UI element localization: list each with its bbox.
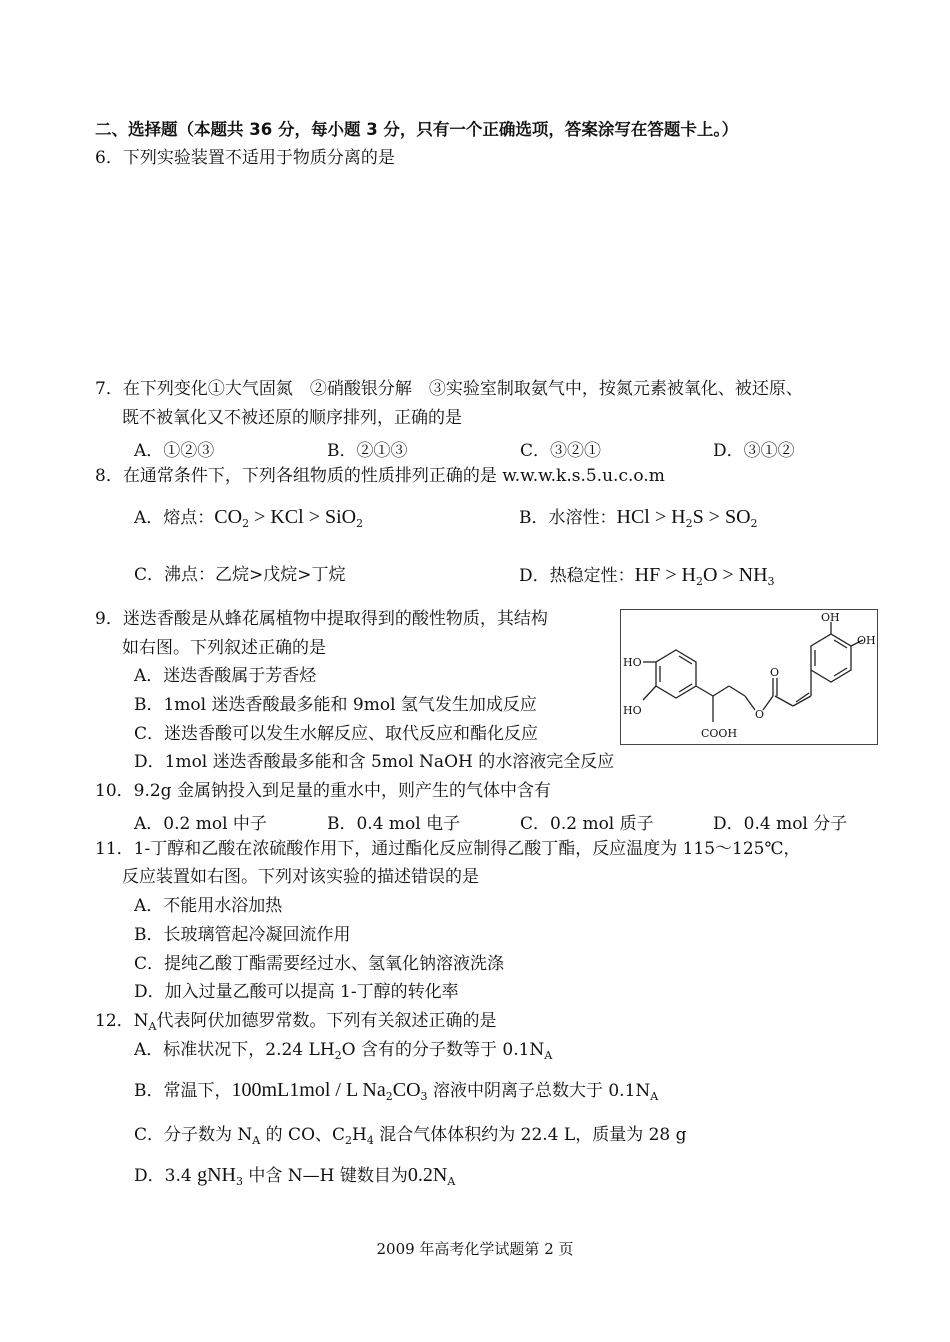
option-d: D．0.4 mol 分子	[713, 814, 848, 834]
question-12-option-b: B．常温下，100mL1mol / L $Na_2CO_3$ 溶液中阴离子总数大于 $0.1N_A$	[134, 1079, 659, 1103]
question-9-stem-line1: 9．迷迭香酸是从蜂花属植物中提取得到的酸性物质，其结构	[95, 609, 548, 629]
left-benzene-ring	[656, 650, 696, 698]
question-8-option-d: D．热稳定性：HF > $H_2O > NH_3$	[519, 564, 775, 588]
question-12-option-c: C．分子数为 $N_A$ 的 CO、$C_2H_4$ 混合气体体积约为 22.4 L，质量为 28 g	[134, 1125, 687, 1147]
question-11-option-a: A．不能用水浴加热	[134, 896, 283, 916]
label-cooh: COOH	[701, 727, 738, 740]
question-11-stem-line2: 反应装置如右图。下列对该实验的描述错误的是	[122, 867, 479, 887]
question-8-option-a: A．熔点：$CO_2$ > KCl > SiO$_2$	[134, 506, 364, 530]
option-b: B．②①③	[327, 441, 408, 461]
question-10-options	[134, 809, 906, 834]
right-benzene-ring	[811, 634, 851, 682]
label-ho-left-1: HO	[623, 656, 642, 669]
question-11-stem-line1: 11．1-丁醇和乙酸在浓硫酸作用下，通过酯化反应制得乙酸丁酯，反应温度为 115～125℃，	[95, 839, 801, 859]
question-6-stem: 6．下列实验装置不适用于物质分离的是	[95, 148, 395, 168]
question-10-stem: 10．9.2g 金属钠投入到足量的重水中，则产生的气体中含有	[95, 781, 551, 801]
question-12-option-d: D．3.4 gNH$_3$ 中含 N—H 键数目为$0.2N_A$	[134, 1164, 456, 1188]
question-11-option-b: B．长玻璃管起冷凝回流作用	[134, 925, 351, 945]
question-11-option-d: D．加入过量乙酸可以提高 1-丁醇的转化率	[134, 982, 459, 1002]
option-d: D．③①②	[713, 441, 795, 461]
question-8-option-c: C．沸点：乙烷>戊烷>丁烷	[134, 565, 346, 585]
question-9-stem-line2: 如右图。下列叙述正确的是	[122, 638, 326, 658]
question-8-option-b: B．水溶性：HCl > $H_2S > SO_2$	[519, 506, 758, 530]
label-ester-o: O	[755, 708, 765, 721]
question-9-option-d: D．1mol 迷迭香酸最多能和含 5mol NaOH 的水溶液完全反应	[134, 752, 615, 772]
question-9-option-a: A．迷迭香酸属于芳香烃	[134, 666, 317, 686]
section-title: 二、选择题（本题共 36 分，每小题 3 分，只有一个正确选项，答案涂写在答题卡上。）	[95, 120, 739, 139]
question-11-option-c: C．提纯乙酸丁酯需要经过水、氢氧化钠溶液洗涤	[134, 954, 505, 974]
option-c: C．0.2 mol 质子	[520, 814, 654, 834]
option-b: B．0.4 mol 电子	[327, 814, 461, 834]
structure-drawing	[621, 610, 877, 744]
option-a: A．①②③	[134, 441, 215, 461]
label-oh-top: OH	[821, 611, 840, 624]
option-c: C．③②①	[520, 441, 602, 461]
question-12-option-a: A．标准状况下，2.24 $LH_2O$ 含有的分子数等于 $0.1N_A$	[134, 1040, 553, 1062]
question-8-stem: 8．在通常条件下，下列各组物质的性质排列正确的是 w.w.w.k.s.5.u.c.o.m	[95, 466, 665, 486]
question-9-option-c: C．迷迭香酸可以发生水解反应、取代反应和酯化反应	[134, 724, 539, 744]
label-oh-right: OH	[857, 634, 876, 647]
question-7-stem-line1: 7．在下列变化①大气固氮 ②硝酸银分解 ③实验室制取氨气中，按氮元素被氧化、被还原、	[95, 379, 803, 399]
question-7-options	[134, 436, 906, 461]
page-footer: 2009 年高考化学试题第 2 页	[376, 1240, 574, 1258]
option-a: A．0.2 mol 中子	[134, 814, 267, 834]
question-7-stem-line2: 既不被氧化又不被还原的顺序排列，正确的是	[122, 408, 462, 428]
rosmarinic-acid-structure	[620, 609, 878, 745]
label-carbonyl-o: O	[770, 666, 780, 679]
question-9-option-b: B．1mol 迷迭香酸最多能和 9mol 氢气发生加成反应	[134, 695, 537, 715]
label-ho-left-2: HO	[623, 704, 642, 717]
question-12-stem: 12．$N_A$代表阿伏加德罗常数。下列有关叙述正确的是	[95, 1011, 497, 1033]
